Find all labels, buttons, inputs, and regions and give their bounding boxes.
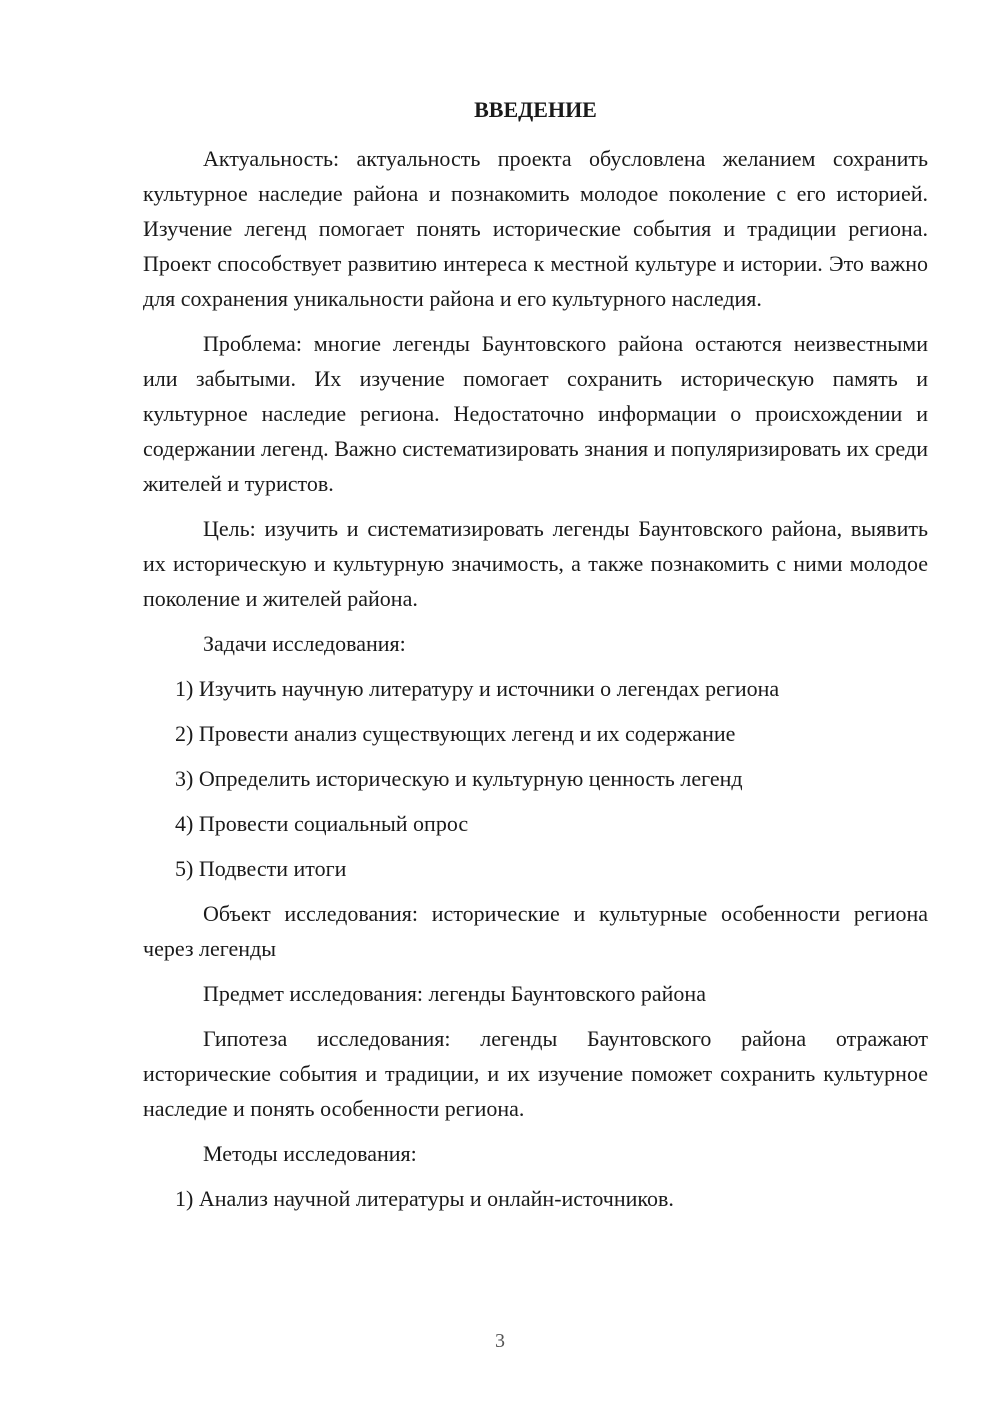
list-item: 3) Определить историческую и культурную ценность легенд — [175, 766, 743, 791]
list-item: 2) Провести анализ существующих легенд и их содержание — [175, 721, 736, 746]
relevance-paragraph: Актуальность: актуальность проекта обусловлена желанием сохранить культурное наследие района и познакомить молодое поколение с его историей. Изучение легенд помогает понять исторические события и традиции региона. Проект способствует развитию интереса к местной культуре и истории. Это важно для сохранения уникальности района и его культурного наследия. — [143, 146, 928, 311]
object-paragraph: Объект исследования: исторические и культурные особенности региона через легенды — [143, 901, 928, 961]
hypothesis-paragraph: Гипотеза исследования: легенды Баунтовского района отражают исторические события и традиции, и их изучение поможет сохранить культурное наследие и понять особенности региона. — [143, 1026, 928, 1121]
tasks-heading: Задачи исследования: — [203, 631, 406, 656]
list-item: 4) Провести социальный опрос — [175, 811, 469, 836]
section-title: ВВЕДЕНИЕ — [474, 97, 597, 122]
list-item: 1) Изучить научную литературу и источники о легендах региона — [175, 676, 780, 701]
methods-list — [143, 1181, 928, 1216]
document-page — [143, 90, 928, 1226]
tasks-list — [143, 671, 928, 886]
list-item: 5) Подвести итоги — [175, 856, 347, 881]
list-item: 1) Анализ научной литературы и онлайн-источников. — [175, 1186, 674, 1211]
goal-paragraph: Цель: изучить и систематизировать легенды Баунтовского района, выявить их историческую и культурную значимость, а также познакомить с ними молодое поколение и жителей района. — [143, 516, 928, 611]
problem-paragraph: Проблема: многие легенды Баунтовского района остаются неизвестными или забытыми. Их изучение помогает сохранить историческую память и культурное наследие региона. Недостаточно информации о происхождении и содержании легенд. Важно систематизировать знания и популяризировать их среди жителей и туристов. — [143, 331, 928, 496]
page-number: 3 — [495, 1330, 505, 1352]
methods-heading: Методы исследования: — [203, 1141, 417, 1166]
subject-paragraph: Предмет исследования: легенды Баунтовского района — [203, 981, 706, 1006]
